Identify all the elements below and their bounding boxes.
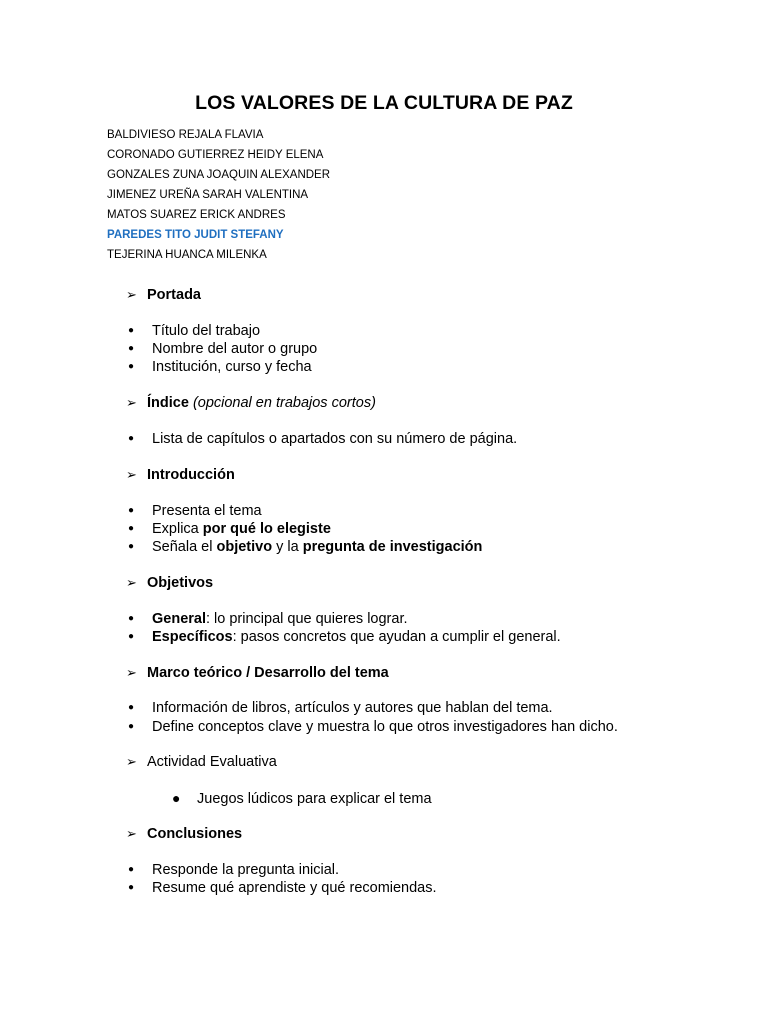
bullet-icon: ●: [128, 343, 135, 354]
list-item: [128, 520, 331, 538]
bullet-icon: ●: [128, 613, 135, 624]
list-item-text: Responde la pregunta inicial.: [152, 862, 340, 878]
list-item-text: Señala el: [152, 539, 217, 555]
list-item-text: Define conceptos clave y muestra lo que otros investigadores han dicho.: [152, 719, 618, 735]
list-item: [128, 879, 437, 897]
author-name: JIMENEZ UREÑA SARAH VALENTINA: [107, 189, 309, 201]
list-item: [128, 340, 317, 358]
author-name-highlighted: PAREDES TITO JUDIT STEFANY: [107, 229, 284, 241]
bullet-icon: ●: [128, 721, 135, 732]
list-item-text: Título del trabajo: [152, 323, 261, 339]
heading-note: (opcional en trabajos cortos): [192, 395, 376, 411]
bullet-icon: ●: [128, 361, 135, 372]
section-heading-portada: [126, 286, 201, 304]
list-item-text: Información de libros, artículos y autores que hablan del tema.: [152, 700, 553, 716]
list-item: [128, 430, 517, 448]
heading-label: Actividad Evaluativa: [147, 754, 277, 770]
list-item-text: : pasos concretos que ayudan a cumplir el general.: [232, 629, 561, 645]
list-item-emphasis: objetivo: [216, 539, 273, 555]
bullet-icon: ●: [128, 702, 135, 713]
arrow-bullet-icon: ➢: [126, 826, 137, 841]
author-name: TEJERINA HUANCA MILENKA: [107, 249, 267, 261]
list-item: [128, 358, 312, 376]
heading-label: Marco teórico / Desarrollo del tema: [147, 665, 389, 681]
list-item-text: Nombre del autor o grupo: [152, 341, 318, 357]
arrow-bullet-icon: ➢: [126, 395, 137, 410]
section-heading-introduccion: [126, 466, 235, 484]
heading-label: Introducción: [147, 467, 235, 483]
document-title: LOS VALORES DE LA CULTURA DE PAZ: [195, 92, 573, 114]
list-item-text: Lista de capítulos o apartados con su número de página.: [152, 431, 518, 447]
bullet-icon: ●: [128, 523, 135, 534]
list-item: [128, 699, 553, 717]
author-name: GONZALES ZUNA JOAQUIN ALEXANDER: [107, 169, 331, 181]
author-name: BALDIVIESO REJALA FLAVIA: [107, 129, 264, 141]
author-name: MATOS SUAREZ ERICK ANDRES: [107, 209, 286, 221]
list-item: [128, 502, 262, 520]
list-item-text: Presenta el tema: [152, 503, 262, 519]
list-item-emphasis: pregunta de investigación: [302, 539, 483, 555]
list-item-emphasis: Específicos: [152, 629, 233, 645]
list-item-emphasis: General: [152, 611, 206, 627]
bullet-icon: ●: [172, 790, 181, 806]
bullet-icon: ●: [128, 541, 135, 552]
arrow-bullet-icon: ➢: [126, 754, 137, 769]
bullet-icon: ●: [128, 325, 135, 336]
list-item: [128, 610, 408, 628]
section-heading-actividad: [126, 753, 277, 771]
heading-label: Objetivos: [147, 575, 214, 591]
arrow-bullet-icon: ➢: [126, 665, 137, 680]
list-item: [128, 538, 482, 556]
list-item-text: Juegos lúdicos para explicar el tema: [197, 791, 432, 807]
section-heading-indice: [126, 394, 376, 412]
list-item: [128, 861, 339, 879]
section-heading-marco: [126, 664, 389, 682]
bullet-icon: ●: [128, 882, 135, 893]
list-item: [172, 789, 432, 808]
list-item-text: Resume qué aprendiste y qué recomiendas.: [152, 880, 437, 896]
section-heading-objetivos: [126, 574, 213, 592]
author-name: CORONADO GUTIERREZ HEIDY ELENA: [107, 149, 324, 161]
list-item-text: Explica: [152, 521, 203, 537]
arrow-bullet-icon: ➢: [126, 575, 137, 590]
list-item-text: Institución, curso y fecha: [152, 359, 312, 375]
bullet-icon: ●: [128, 631, 135, 642]
list-item-text: y la: [272, 539, 303, 555]
arrow-bullet-icon: ➢: [126, 287, 137, 302]
list-item: [128, 322, 260, 340]
bullet-icon: ●: [128, 505, 135, 516]
arrow-bullet-icon: ➢: [126, 467, 137, 482]
list-item-emphasis: por qué lo elegiste: [202, 521, 331, 537]
heading-label: Conclusiones: [147, 826, 243, 842]
bullet-icon: ●: [128, 864, 135, 875]
list-item: [128, 628, 561, 646]
list-item-text: : lo principal que quieres lograr.: [206, 611, 408, 627]
section-heading-conclusiones: [126, 825, 242, 843]
heading-label: Índice: [147, 395, 189, 411]
list-item: [128, 718, 618, 736]
bullet-icon: ●: [128, 433, 135, 444]
heading-label: Portada: [147, 287, 201, 303]
